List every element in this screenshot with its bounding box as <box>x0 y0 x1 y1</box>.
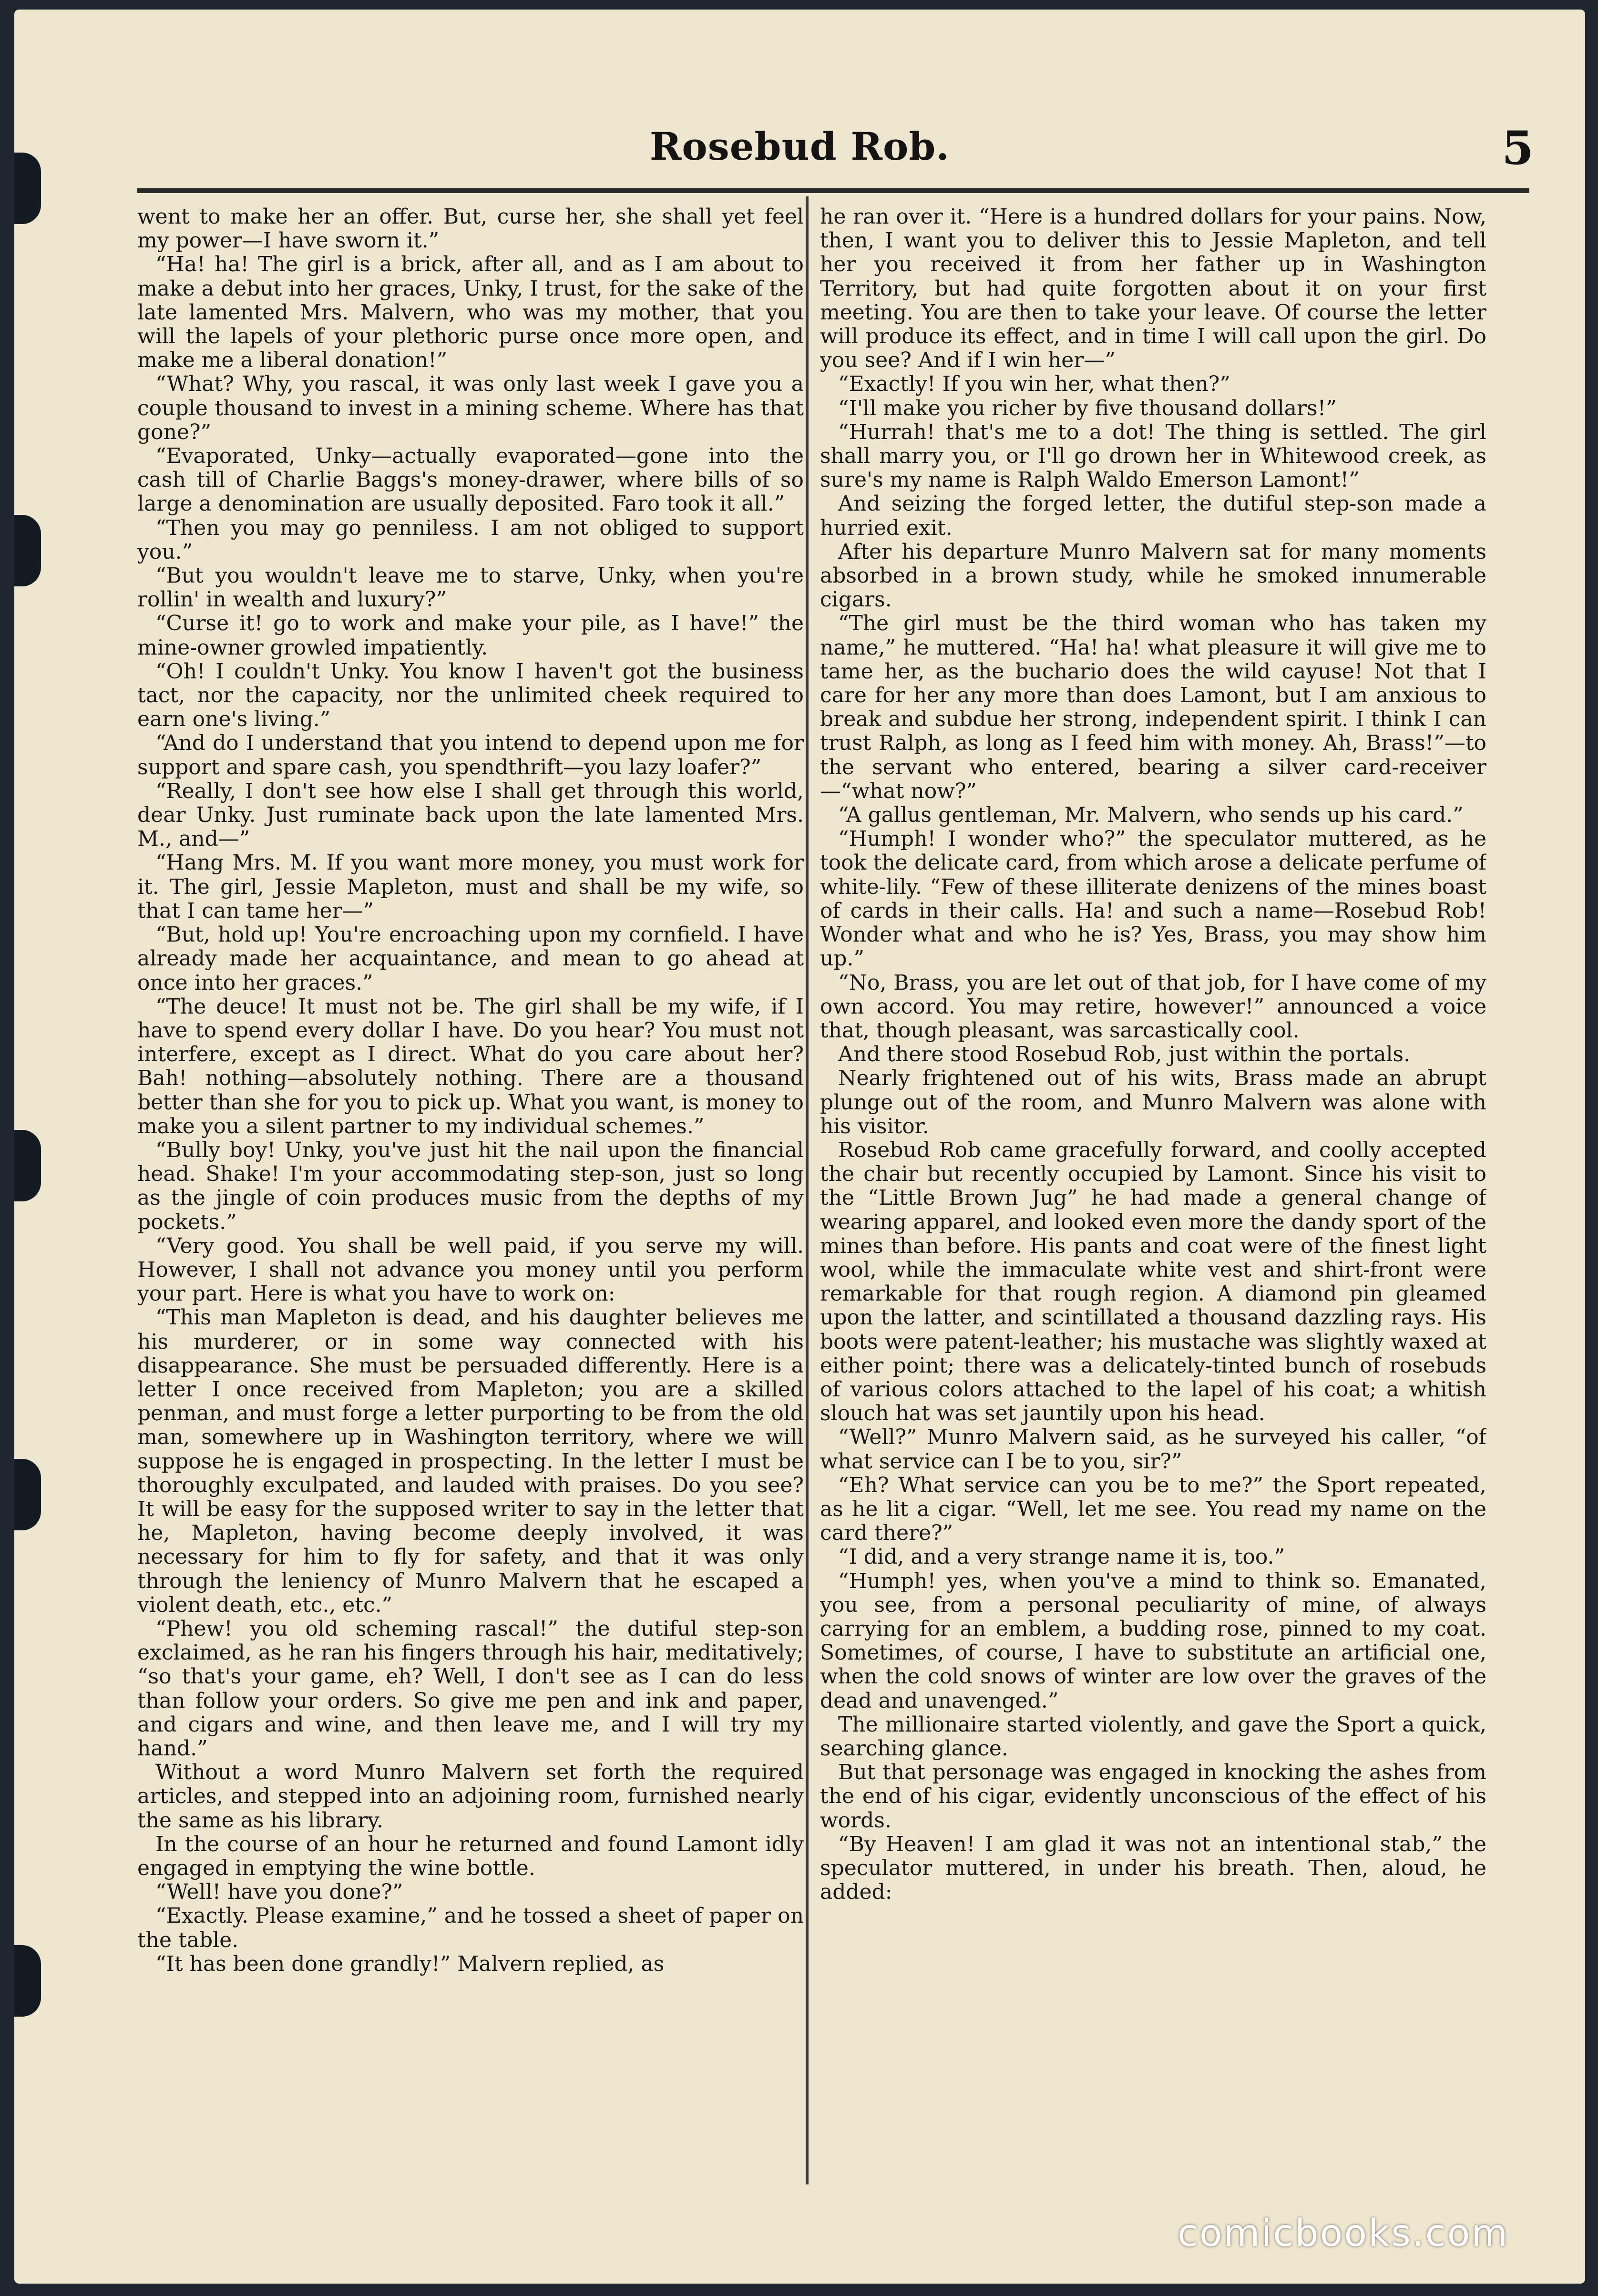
paragraph: And there stood Rosebud Rob, just within the portals. <box>838 1042 1411 1067</box>
watermark: comicbooks.com <box>1178 2212 1509 2255</box>
paragraph: “Exactly. Please examine,” and he tossed a sheet of paper on the table. <box>137 1904 804 1952</box>
paragraph: “Oh! I couldn't Unky. You know I haven't got the business tact, nor the capacity, nor the unlimited cheek required to earn one's living.” <box>137 659 804 732</box>
column-divider <box>806 196 809 2184</box>
right-column <box>820 205 1486 2193</box>
paragraph: After his departure Munro Malvern sat for many moments absorbed in a brown study, while he smoked innumerable cigars. <box>820 539 1486 612</box>
binding-hole <box>14 1130 41 1201</box>
binding-hole <box>14 1945 41 2017</box>
paragraph: “But, hold up! You're encroaching upon my cornfield. I have already made her acquaintance, and mean to go ahead at once into her graces.” <box>137 922 804 995</box>
paragraph: went to make her an offer. But, curse her, she shall yet feel my power—I have sworn it.” <box>137 205 804 253</box>
paragraph: “Hang Mrs. M. If you want more money, you must work for it. The girl, Jessie Mapleton, must and shall be my wife, so that I can tame her—” <box>137 851 804 923</box>
paragraph: “Humph! I wonder who?” the speculator muttered, as he took the delicate card, from which arose a delicate perfume of white-lily. “Few of these illiterate denizens of the mines boast of cards in their calls. Ha! and such a name—Rosebud Rob! Wonder what and who he is? Yes, Brass, you may show him up.” <box>820 827 1486 971</box>
paragraph: “But you wouldn't leave me to starve, Unky, when you're rollin' in wealth and luxury?” <box>137 564 804 612</box>
paragraph: “What? Why, you rascal, it was only last week I gave you a couple thousand to invest in a mining scheme. Where has that gone?” <box>137 372 804 444</box>
paper-sheet <box>14 10 1585 2284</box>
paragraph: “I did, and a very strange name it is, too.” <box>838 1545 1285 1569</box>
paragraph: “I'll make you richer by five thousand dollars!” <box>838 396 1337 420</box>
paragraph: Rosebud Rob came gracefully forward, and coolly accepted the chair but recently occupied by Lamont. Since his visit to the “Little Brown Jug” he had made a general change of wearing apparel, and looked even more the dandy sport of the mines than before. His pants and coat were of the finest light wool, while the immaculate white vest and shirt-front were remarkable for that rough region. A diamond pin gleamed upon the latter, and scintillated a thousand dazzling rays. His boots were patent-leather; his mustache was slightly waxed at either point; there was a delicately-tinted bunch of rosebuds of various colors attached to the lapel of his coat; a whitish slouch hat was set jauntily upon his head. <box>820 1138 1486 1426</box>
header-rule <box>137 188 1529 193</box>
paragraph: “Well! have you done?” <box>155 1880 403 1905</box>
paragraph: “And do I understand that you intend to depend upon me for support and spare cash, you spendthrift—you lazy loafer?” <box>137 731 804 779</box>
paragraph: The millionaire started violently, and gave the Sport a quick, searching glance. <box>820 1712 1486 1761</box>
paragraph: “Well?” Munro Malvern said, as he surveyed his caller, “of what service can I be to you, sir?” <box>820 1425 1486 1474</box>
paragraph: In the course of an hour he returned and found Lamont idly engaged in emptying the wine bottle. <box>137 1832 804 1881</box>
paragraph: “Curse it! go to work and make your pile, as I have!” the mine-owner growled impatiently. <box>137 611 804 660</box>
binding-hole <box>14 515 41 586</box>
paragraph: he ran over it. “Here is a hundred dollars for your pains. Now, then, I want you to deliver this to Jessie Mapleton, and tell her you received it from her father up in Washington Territory, but had quite forgotten about it on your first meeting. You are then to take your leave. Of course the letter will produce its effect, and in time I will call upon the girl. Do you see? And if I win her—” <box>820 205 1486 373</box>
running-title: Rosebud Rob. <box>649 124 950 169</box>
paragraph: But that personage was engaged in knocking the ashes from the end of his cigar, evidently unconscious of the effect of his words. <box>820 1760 1486 1833</box>
paragraph: “Humph! yes, when you've a mind to think so. Emanated, you see, from a personal peculiarity of mine, of always carrying for an emblem, a budding rose, pinned to my coat. Sometimes, of course, I have to substitute an artificial one, when the cold snows of winter are low over the graves of the dead and unavenged.” <box>820 1568 1486 1713</box>
paragraph: “By Heaven! I am glad it was not an intentional stab,” the speculator muttered, in under his breath. Then, aloud, he added: <box>820 1832 1486 1905</box>
paragraph: “Phew! you old scheming rascal!” the dutiful step-son exclaimed, as he ran his fingers through his hair, meditatively; “so that's your game, eh? Well, I don't see as I can do less than follow your orders. So give me pen and ink and paper, and cigars and wine, and then leave me, and I will try my hand.” <box>137 1616 804 1761</box>
paragraph: “Ha! ha! The girl is a brick, after all, and as I am about to make a debut into her graces, Unky, I trust, for the sake of the late lamented Mrs. Malvern, who was my mother, that you will the lapels of your plethoric purse once more open, and make me a liberal donation!” <box>137 252 804 373</box>
paragraph: “A gallus gentleman, Mr. Malvern, who sends up his card.” <box>838 803 1464 828</box>
left-column <box>137 205 804 2193</box>
paragraph: “The deuce! It must not be. The girl shall be my wife, if I have to spend every dollar I have. Do you hear? You must not interfere, except as I direct. What do you care about her? Bah! nothing—absolutely nothing. There are a thousand better than she for you to pick up. What you want, is money to make you a silent partner to my individual schemes.” <box>137 994 804 1138</box>
paragraph: “Very good. You shall be well paid, if you serve my will. However, I shall not advance you money until you perform your part. Here is what you have to work on: <box>137 1233 804 1306</box>
paragraph: “Exactly! If you win her, what then?” <box>838 372 1230 397</box>
paragraph: “It has been done grandly!” Malvern replied, as <box>155 1951 665 1976</box>
paragraph: “Really, I don't see how else I shall get through this world, dear Unky. Just ruminate back upon the late lamented Mrs. M., and—” <box>137 779 804 851</box>
page-header <box>14 121 1585 181</box>
paragraph: “The girl must be the third woman who has taken my name,” he muttered. “Ha! ha! what pleasure it will give me to tame her, as the buchario does the wild cayuse! Not that I care for her any more than does Lamont, but I am anxious to break and subdue her strong, independent spirit. I think I can trust Ralph, as long as I feed him with money. Ah, Brass!”—to the servant who entered, bearing a silver card-receiver—“what now?” <box>820 611 1486 803</box>
paragraph: “This man Mapleton is dead, and his daughter believes me his murderer, or in some way connected with his disappearance. She must be persuaded differently. Here is a letter I once received from Mapleton; you are a skilled penman, and must forge a letter purporting to be from the old man, somewhere up in Washington territory, where we will suppose he is engaged in prospecting. In the letter I must be thoroughly exculpated, and lauded with praises. Do you see? It will be easy for the supposed writer to say in the letter that he, Mapleton, having become deeply involved, it was necessary for him to fly for safety, and that it was only through the leniency of Munro Malvern that he escaped a violent death, etc., etc.” <box>137 1305 804 1617</box>
paragraph: Nearly frightened out of his wits, Brass made an abrupt plunge out of the room, and Munro Malvern was alone with his visitor. <box>820 1066 1486 1138</box>
paragraph: Without a word Munro Malvern set forth the required articles, and stepped into an adjoining room, furnished nearly the same as his library. <box>137 1760 804 1833</box>
paragraph: “Evaporated, Unky—actually evaporated—gone into the cash till of Charlie Baggs's money-drawer, where bills of so large a denomination are usually deposited. Faro took it all.” <box>137 444 804 516</box>
paragraph: “Then you may go penniless. I am not obliged to support you.” <box>137 515 804 564</box>
paragraph: And seizing the forged letter, the dutiful step-son made a hurried exit. <box>820 492 1486 540</box>
paragraph: “Hurrah! that's me to a dot! The thing is settled. The girl shall marry you, or I'll go drown her in Whitewood creek, as sure's my name is Ralph Waldo Emerson Lamont!” <box>820 420 1486 492</box>
page-number: 5 <box>1502 121 1534 175</box>
paragraph: “No, Brass, you are let out of that job, for I have come of my own accord. You may retire, however!” announced a voice that, though pleasant, was sarcastically cool. <box>820 970 1486 1043</box>
paragraph: “Bully boy! Unky, you've just hit the nail upon the financial head. Shake! I'm your accommodating step-son, just so long as the jingle of coin produces music from the depths of my pockets.” <box>137 1138 804 1234</box>
binding-hole <box>14 1459 41 1530</box>
paragraph: “Eh? What service can you be to me?” the Sport repeated, as he lit a cigar. “Well, let me see. You read my name on the card there?” <box>820 1473 1486 1546</box>
